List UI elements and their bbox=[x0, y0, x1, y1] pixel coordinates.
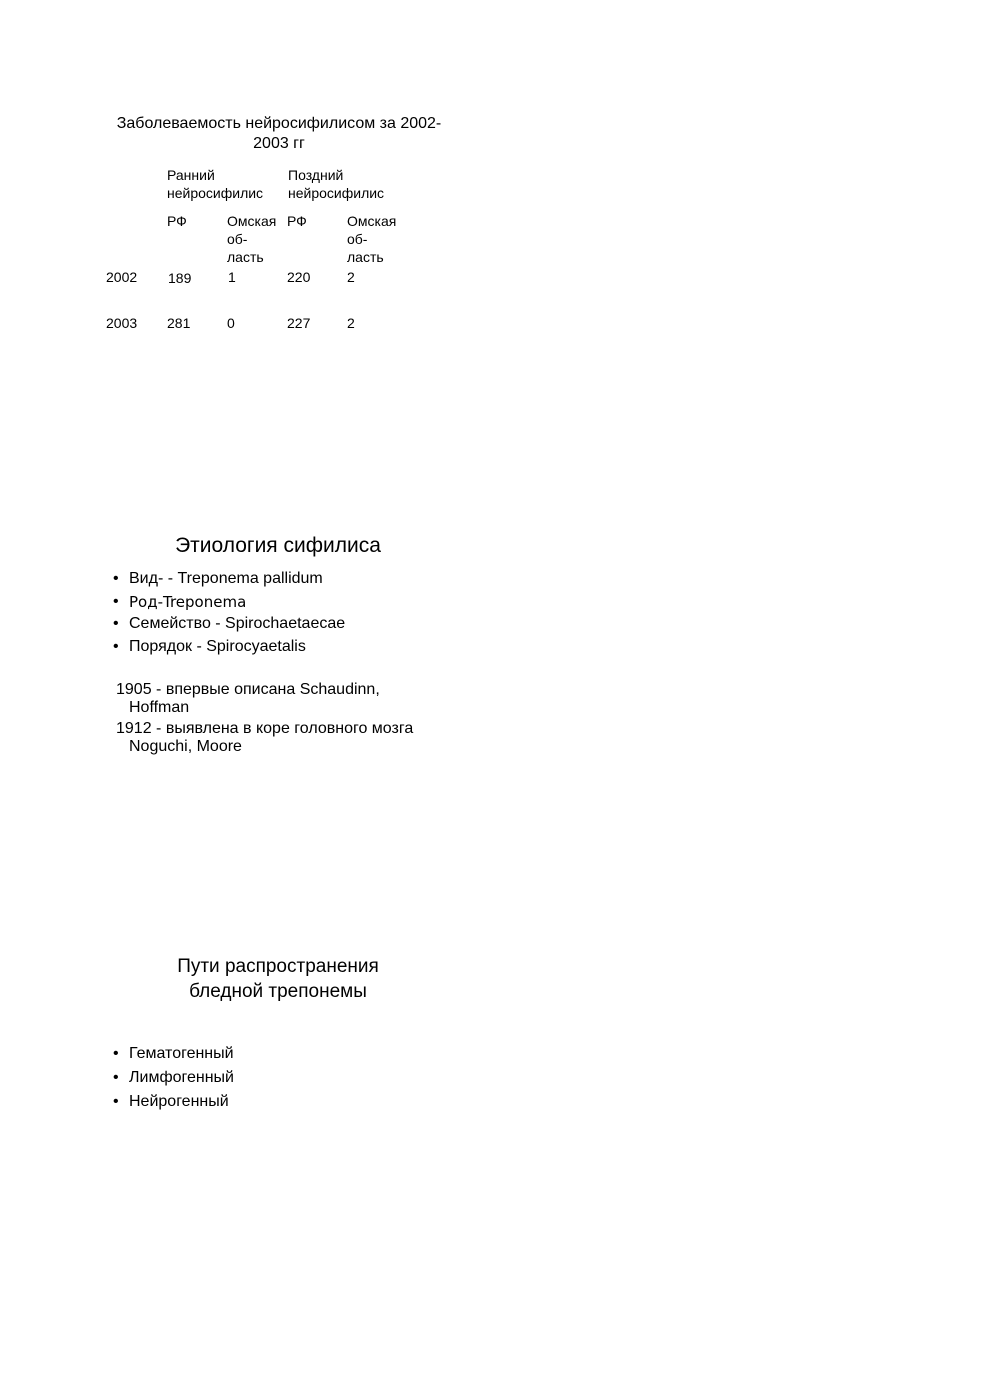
bullet-icon: • bbox=[113, 637, 119, 655]
table-cell: 227 bbox=[287, 315, 311, 331]
list-item bbox=[113, 568, 345, 591]
bullet-icon: • bbox=[113, 1093, 119, 1110]
bullet-icon: • bbox=[113, 615, 119, 632]
row-year: 2003 bbox=[106, 315, 138, 331]
spread-list bbox=[113, 1042, 234, 1114]
list-item-text: Род-Treponema bbox=[129, 592, 247, 611]
history-note-1912 bbox=[116, 720, 413, 756]
etiology-title: Этиология сифилиса bbox=[175, 534, 381, 557]
bullet-icon: • bbox=[113, 570, 119, 587]
history-note-1905 bbox=[116, 681, 380, 717]
bullet-icon: • bbox=[113, 1045, 119, 1062]
table-title: Заболеваемость нейросифилисом за 2002-2003 гг bbox=[116, 115, 442, 152]
table-cell: 2 bbox=[347, 315, 355, 331]
subheader-omsk-early: Омская об- ласть bbox=[227, 213, 277, 265]
list-item bbox=[113, 636, 345, 659]
list-item bbox=[113, 1042, 234, 1066]
bullet-icon: • bbox=[113, 592, 119, 610]
list-item-text: Семейство - Spirochaetaecae bbox=[129, 615, 346, 632]
group-header-late: Поздний нейросифилис bbox=[288, 167, 385, 201]
subheader-omsk-late: Омская об- ласть bbox=[347, 213, 397, 265]
subheader-rf-early: РФ bbox=[167, 213, 187, 229]
list-item-text: Нейрогенный bbox=[129, 1093, 229, 1110]
list-item bbox=[113, 1066, 234, 1090]
table-cell: 1 bbox=[228, 269, 236, 285]
table-cell: 220 bbox=[287, 269, 311, 285]
list-item-text: Лимфогенный bbox=[129, 1069, 234, 1086]
note-line: 1912 - выявлена в коре головного мозга bbox=[116, 720, 414, 737]
spread-title: Пути распространения бледной трепонемы bbox=[177, 956, 379, 1002]
etiology-list bbox=[113, 568, 345, 658]
table-cell: 0 bbox=[227, 315, 235, 331]
list-item-text: Вид- - Treponema pallidum bbox=[129, 570, 323, 587]
note-line-continuation: Noguchi, Moore bbox=[129, 738, 242, 755]
table-cell: 281 bbox=[167, 315, 191, 331]
group-header-early: Ранний нейросифилис bbox=[167, 167, 264, 201]
table-cell: 2 bbox=[347, 269, 355, 285]
subheader-rf-late: РФ bbox=[287, 213, 307, 229]
note-line-continuation: Hoffman bbox=[129, 699, 190, 716]
list-item-text: Гематогенный bbox=[129, 1045, 234, 1062]
table-cell: 189 bbox=[168, 270, 192, 286]
note-line: 1905 - впервые описана Schaudinn, bbox=[116, 681, 380, 698]
list-item bbox=[113, 1090, 234, 1114]
list-item bbox=[113, 591, 345, 614]
list-item-text: Порядок - Spirocyaetalis bbox=[129, 637, 306, 655]
list-item bbox=[113, 613, 345, 636]
row-year: 2002 bbox=[106, 269, 138, 285]
bullet-icon: • bbox=[113, 1069, 119, 1086]
